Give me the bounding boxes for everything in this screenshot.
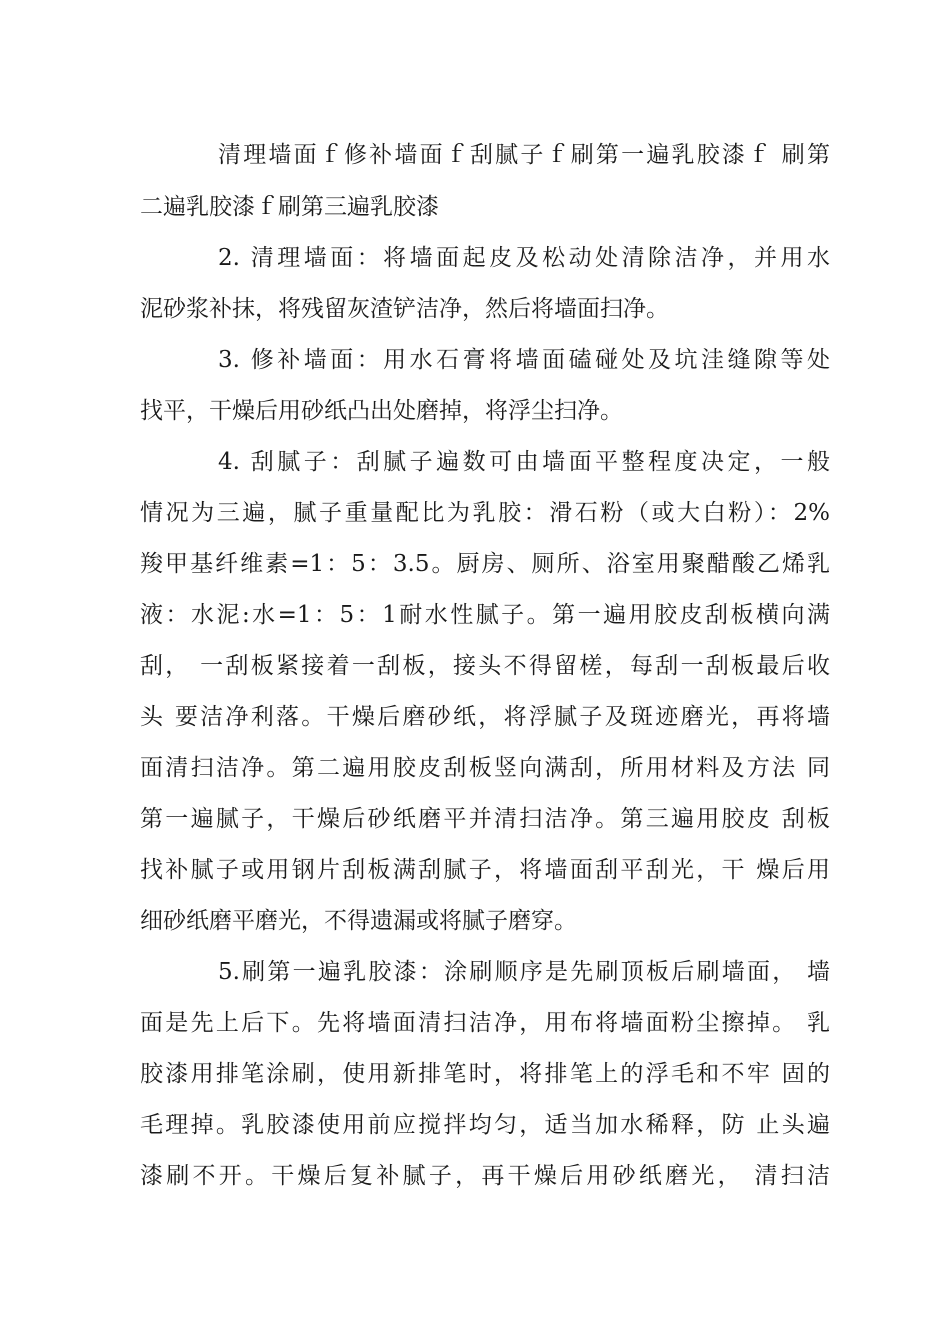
step-4-line-7: 面清扫洁净。第二遍用胶皮刮板竖向满刮，所用材料及方法 同	[140, 755, 830, 781]
step-4-line-2: 情况为三遍，腻子重量配比为乳胶：滑石粉（或大白粉）：2%	[140, 500, 830, 526]
step-5-line-4: 毛理掉。乳胶漆使用前应搅拌均匀，适当加水稀释，防 止头遍	[140, 1112, 830, 1138]
step-4-line-8: 第一遍腻子，干燥后砂纸磨平并清扫洁净。第三遍用胶皮 刮板	[140, 806, 830, 832]
step-3-line-2: 找平，干燥后用砂纸凸出处磨掉，将浮尘扫净。	[140, 398, 623, 424]
step-4-line-1: 4. 刮腻子：刮腻子遍数可由墙面平整程度决定，一般	[218, 449, 830, 475]
step-4-line-10: 细砂纸磨平磨光，不得遗漏或将腻子磨穿。	[140, 908, 577, 934]
step-2-line-2: 泥砂浆补抹，将残留灰渣铲洁净，然后将墙面扫净。	[140, 296, 669, 322]
step-5-line-3: 胶漆用排笔涂刷，使用新排笔时，将排笔上的浮毛和不牢 固的	[140, 1061, 830, 1087]
step-2-line-1: 2. 清理墙面：将墙面起皮及松动处清除洁净，并用水	[218, 245, 830, 271]
step-4-line-4: 液：水泥:水=1：5：1耐水性腻子。第一遍用胶皮刮板横向满	[140, 602, 830, 628]
step-4-line-5: 刮， 一刮板紧接着一刮板，接头不得留槎，每刮一刮板最后收	[140, 653, 830, 679]
step-4-line-6: 头 要洁净利落。干燥后磨砂纸，将浮腻子及斑迹磨光，再将墙	[140, 704, 830, 730]
step-5-line-2: 面是先上后下。先将墙面清扫洁净，用布将墙面粉尘擦掉。 乳	[140, 1010, 830, 1036]
step-3-line-1: 3. 修补墙面：用水石膏将墙面磕碰处及坑洼缝隙等处	[218, 347, 830, 373]
step-4-line-3: 羧甲基纤维素=1：5：3.5。厨房、厕所、浴室用聚醋酸乙烯乳	[140, 551, 830, 577]
step-4-line-9: 找补腻子或用钢片刮板满刮腻子，将墙面刮平刮光，干 燥后用	[140, 857, 830, 883]
step-5-line-1: 5.刷第一遍乳胶漆：涂刷顺序是先刷顶板后刷墙面， 墙	[218, 959, 830, 985]
step-5-line-5: 漆刷不开。干燥后复补腻子，再干燥后用砂纸磨光， 清扫洁	[140, 1163, 830, 1189]
process-flow-line-2: 二遍乳胶漆ｆ刷第三遍乳胶漆	[140, 194, 439, 220]
process-flow-line-1: 清理墙面ｆ修补墙面ｆ刮腻子ｆ刷第一遍乳胶漆ｆ 刷第	[218, 142, 830, 168]
